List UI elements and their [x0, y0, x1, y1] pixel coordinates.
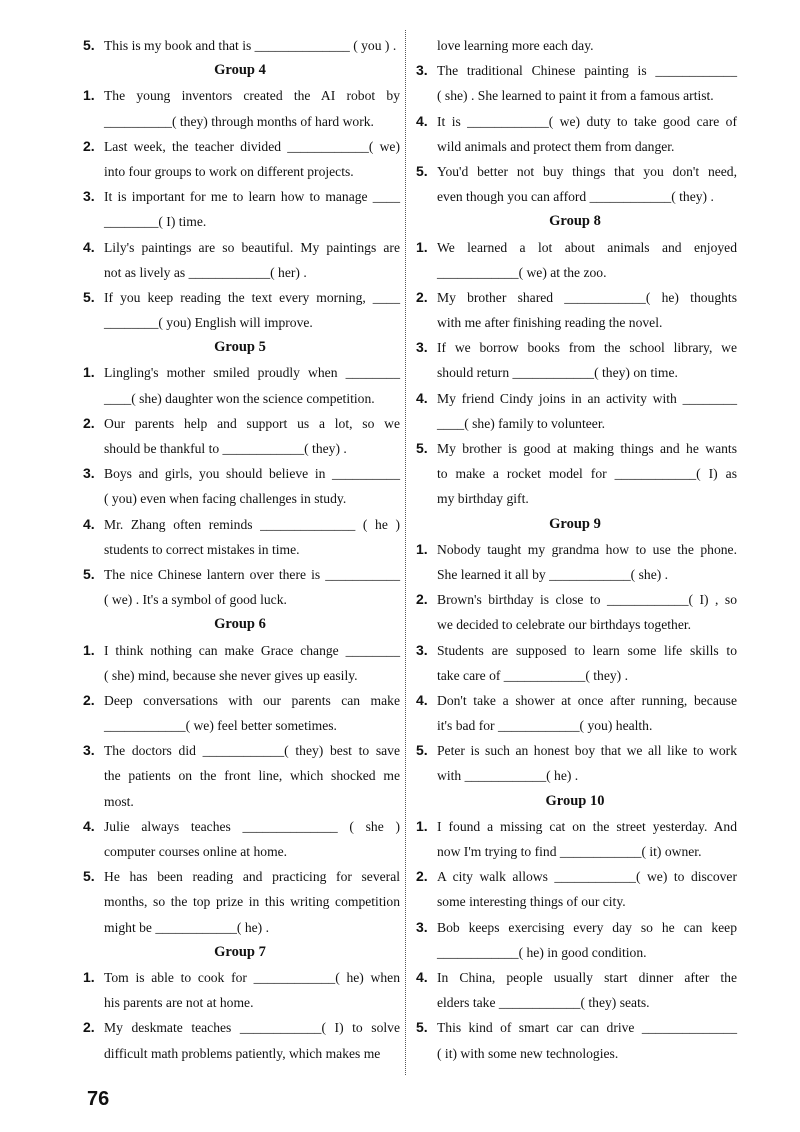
question-text: months, so the top prize in this writing competition: [104, 894, 400, 910]
question-number: 4.: [416, 968, 428, 985]
question-continuation: [80, 159, 400, 184]
question-number: 2.: [416, 868, 428, 885]
question-text: computer courses online at home.: [104, 844, 288, 859]
question-number: 4.: [83, 515, 95, 532]
question-text: Bob keeps exercising every day so he can keep: [437, 919, 737, 935]
question-line: [80, 688, 400, 713]
question-number: 2.: [83, 414, 95, 431]
question-number: 3.: [416, 62, 428, 79]
question-line: [80, 83, 400, 108]
question-continuation: [413, 310, 737, 335]
question-line: [80, 134, 400, 159]
question-number: 3.: [83, 465, 95, 482]
question-text: You'd better not buy things that you don't need,: [437, 163, 737, 179]
question-line: [80, 738, 400, 763]
question-text: Mr. Zhang often reminds ______________ ( he ): [104, 516, 400, 532]
question-continuation: [80, 436, 400, 461]
question-text: My deskmate teaches ____________( I) to solve: [104, 1020, 400, 1036]
question-text: ____________( we) feel better sometimes.: [104, 718, 337, 734]
question-number: 2.: [83, 691, 95, 708]
question-text: ( she) mind, because she never gives up easily.: [104, 667, 358, 683]
question-text: not as lively as ____________( her) .: [104, 264, 307, 280]
question-text: My friend Cindy joins in an activity with ________: [437, 390, 737, 406]
question-text: Brown's birthday is close to ____________( I) , so: [437, 592, 737, 608]
question-line: [80, 360, 400, 385]
question-text: some interesting things of our city.: [437, 894, 626, 910]
question-number: 1.: [83, 364, 95, 381]
question-number: 4.: [416, 691, 428, 708]
question-text: difficult math problems patiently, which makes me: [104, 1045, 381, 1061]
question-number: 2.: [83, 1019, 95, 1036]
question-continuation: [413, 839, 737, 864]
question-text: wild animals and protect them from danger.: [437, 138, 675, 154]
question-continuation: [413, 260, 737, 285]
question-line: [80, 965, 400, 990]
question-number: 4.: [416, 389, 428, 406]
question-number: 5.: [416, 742, 428, 759]
question-text: I found a missing cat on the street yesterday. And: [437, 818, 737, 834]
question-text: Tom is able to cook for ____________( he) when: [104, 969, 400, 985]
group-heading: Group 9: [549, 515, 601, 532]
question-continuation: [80, 889, 400, 914]
question-continuation: [413, 411, 737, 436]
question-text: He has been reading and practicing for several: [104, 869, 400, 885]
question-number: 3.: [416, 918, 428, 935]
question-text: This is my book and that is ______________ ( you ) .: [104, 38, 397, 53]
question-continuation: [80, 713, 400, 738]
question-number: 5.: [83, 565, 95, 582]
question-text: even though you can afford ____________( they) .: [437, 189, 714, 205]
question-continuation: [413, 134, 737, 159]
question-text: my birthday gift.: [437, 491, 529, 507]
question-number: 5.: [416, 162, 428, 179]
question-text: Nobody taught my grandma how to use the phone.: [437, 541, 737, 557]
question-line: [413, 109, 737, 134]
question-number: 3.: [83, 742, 95, 759]
question-number: 5.: [416, 440, 428, 456]
question-line: [80, 1015, 400, 1040]
question-text: his parents are not at home.: [104, 995, 254, 1011]
question-continuation: [413, 83, 737, 108]
question-line: [413, 814, 737, 839]
question-continuation: [413, 663, 737, 688]
question-text: into four groups to work on different projects.: [104, 163, 354, 179]
question-number: 1.: [83, 641, 95, 658]
question-text: love learning more each day.: [437, 38, 594, 53]
question-line: [413, 1015, 737, 1040]
question-number: 5.: [83, 288, 95, 305]
question-text: I think nothing can make Grace change ________: [104, 642, 400, 658]
question-text: The young inventors created the AI robot by: [104, 88, 400, 104]
question-text: My brother is good at making things and he wants: [437, 441, 737, 456]
question-line: [413, 965, 737, 990]
question-continuation: [80, 260, 400, 285]
question-number: 4.: [416, 112, 428, 129]
question-text: She learned it all by ____________( she) .: [437, 566, 669, 582]
question-line: [413, 386, 737, 411]
question-text: ____( she) daughter won the science competition.: [104, 390, 375, 406]
question-continuation: [80, 663, 400, 688]
question-line: [80, 638, 400, 663]
question-text: should return ____________( they) on time.: [437, 365, 678, 381]
question-continuation: [413, 33, 737, 58]
question-text: Our parents help and support us a lot, so we: [104, 415, 400, 431]
question-continuation: [80, 839, 400, 864]
question-text: ____________( we) at the zoo.: [437, 264, 607, 280]
question-text: ( we) . It's a symbol of good luck.: [104, 592, 287, 608]
question-continuation: [80, 310, 400, 335]
group-heading: Group 7: [214, 943, 266, 960]
question-continuation: [80, 486, 400, 511]
question-line: [413, 864, 737, 889]
question-line: [413, 587, 737, 612]
question-text: Lily's paintings are so beautiful. My paintings are: [104, 239, 400, 255]
question-text: students to correct mistakes in time.: [104, 541, 300, 557]
question-line: [80, 864, 400, 889]
question-continuation: [80, 1041, 400, 1066]
question-line: [413, 159, 737, 184]
question-text: ( it) with some new technologies.: [437, 1045, 619, 1061]
question-line: [80, 285, 400, 310]
question-text: the patients on the front line, which shocked me: [104, 768, 400, 784]
question-text: Last week, the teacher divided ____________( we): [104, 138, 400, 154]
left-column: [80, 33, 400, 1066]
question-line: [413, 638, 737, 663]
question-number: 2.: [416, 288, 428, 305]
question-line: [413, 688, 737, 713]
question-number: 1.: [416, 540, 428, 557]
question-number: 2.: [83, 137, 95, 154]
question-text: we decided to celebrate our birthdays together.: [437, 617, 692, 633]
question-continuation: [80, 990, 400, 1015]
question-number: 5.: [83, 37, 95, 53]
question-continuation: [80, 209, 400, 234]
question-text: It is ____________( we) duty to take good care of: [437, 113, 737, 129]
group-heading: Group 4: [214, 62, 266, 79]
question-text: most.: [104, 793, 134, 809]
question-line: [80, 512, 400, 537]
question-continuation: [413, 184, 737, 209]
question-continuation: [413, 763, 737, 788]
question-text: The nice Chinese lantern over there is ___________: [104, 566, 400, 582]
question-number: 3.: [83, 188, 95, 205]
question-text: Lingling's mother smiled proudly when ________: [104, 365, 400, 381]
question-line: [80, 411, 400, 436]
question-text: now I'm trying to find ____________( it) owner.: [437, 844, 702, 859]
question-text: Boys and girls, you should believe in __________: [104, 466, 400, 482]
question-text: ( you) even when facing challenges in study.: [104, 491, 347, 507]
group-heading: Group 10: [545, 792, 605, 809]
question-continuation: [80, 386, 400, 411]
group-heading: Group 8: [549, 213, 601, 230]
question-number: 4.: [83, 238, 95, 255]
question-continuation: [413, 486, 737, 511]
question-number: 4.: [83, 817, 95, 834]
question-text: Peter is such an honest boy that we all like to work: [437, 743, 737, 759]
question-number: 3.: [416, 339, 428, 356]
question-continuation: [413, 612, 737, 637]
question-continuation: [80, 763, 400, 788]
question-text: Deep conversations with our parents can make: [104, 692, 400, 708]
question-text: Julie always teaches ______________ ( she ): [104, 818, 400, 834]
question-text: should be thankful to ____________( they) .: [104, 441, 347, 456]
question-continuation: [413, 889, 737, 914]
group-heading: Group 5: [214, 339, 266, 356]
question-continuation: [413, 940, 737, 965]
question-text: might be ____________( he) .: [104, 919, 269, 935]
question-line: [413, 58, 737, 83]
question-line: [80, 235, 400, 260]
question-text: with me after finishing reading the novel.: [437, 315, 663, 331]
question-text: it's bad for ____________( you) health.: [437, 718, 653, 734]
question-text: ( she) . She learned to paint it from a famous artist.: [437, 88, 714, 104]
question-continuation: [413, 461, 737, 486]
right-column: [413, 33, 737, 1066]
question-number: 1.: [83, 87, 95, 104]
question-continuation: [413, 562, 737, 587]
question-continuation: [80, 915, 400, 940]
question-continuation: [413, 1041, 737, 1066]
question-continuation: [413, 360, 737, 385]
question-text: The doctors did ____________( they) best to save: [104, 743, 400, 759]
group-heading: Group 6: [214, 616, 266, 633]
question-continuation: [80, 537, 400, 562]
question-line: [80, 461, 400, 486]
question-continuation: [80, 789, 400, 814]
question-line: [413, 285, 737, 310]
question-line: [413, 235, 737, 260]
question-line: [413, 436, 737, 461]
question-number: 1.: [416, 817, 428, 834]
question-text: with ____________( he) .: [437, 768, 579, 784]
question-text: This kind of smart car can drive ______________: [437, 1020, 737, 1036]
question-text: take care of ____________( they) .: [437, 667, 629, 683]
question-text: to make a rocket model for ____________( I) as: [437, 466, 737, 482]
question-text: My brother shared ____________( he) thoughts: [437, 289, 737, 305]
question-line: [413, 537, 737, 562]
question-number: 1.: [83, 968, 95, 985]
question-text: We learned a lot about animals and enjoyed: [437, 239, 737, 255]
question-line: [80, 814, 400, 839]
question-continuation: [413, 990, 737, 1015]
question-text: Don't take a shower at once after running, because: [437, 692, 737, 708]
question-text: ________( you) English will improve.: [104, 315, 313, 331]
question-line: [413, 915, 737, 940]
question-number: 1.: [416, 238, 428, 255]
question-text: If we borrow books from the school library, we: [437, 340, 737, 356]
question-text: __________( they) through months of hard work.: [104, 113, 374, 129]
question-number: 3.: [416, 641, 428, 658]
question-text: If you keep reading the text every morning, ____: [104, 289, 400, 305]
question-line: [413, 738, 737, 763]
question-line: [413, 335, 737, 360]
question-continuation: [80, 587, 400, 612]
question-text: ________( I) time.: [104, 214, 207, 230]
question-continuation: [80, 109, 400, 134]
question-text: In China, people usually start dinner after the: [437, 969, 737, 985]
question-continuation: [413, 713, 737, 738]
question-line: [80, 33, 400, 58]
question-text: elders take ____________( they) seats.: [437, 995, 650, 1011]
question-number: 2.: [416, 591, 428, 608]
question-line: [80, 562, 400, 587]
question-number: 5.: [416, 1019, 428, 1036]
question-text: Students are supposed to learn some life skills to: [437, 642, 737, 658]
question-text: It is important for me to learn how to manage ____: [104, 189, 400, 205]
column-divider: [405, 30, 406, 1075]
page-number: 76: [87, 1088, 110, 1110]
question-text: The traditional Chinese painting is ____________: [437, 63, 737, 79]
question-text: ____( she) family to volunteer.: [437, 415, 605, 431]
question-text: A city walk allows ____________( we) to discover: [437, 869, 737, 885]
question-number: 5.: [83, 868, 95, 885]
question-line: [80, 184, 400, 209]
question-text: ____________( he) in good condition.: [437, 944, 647, 960]
